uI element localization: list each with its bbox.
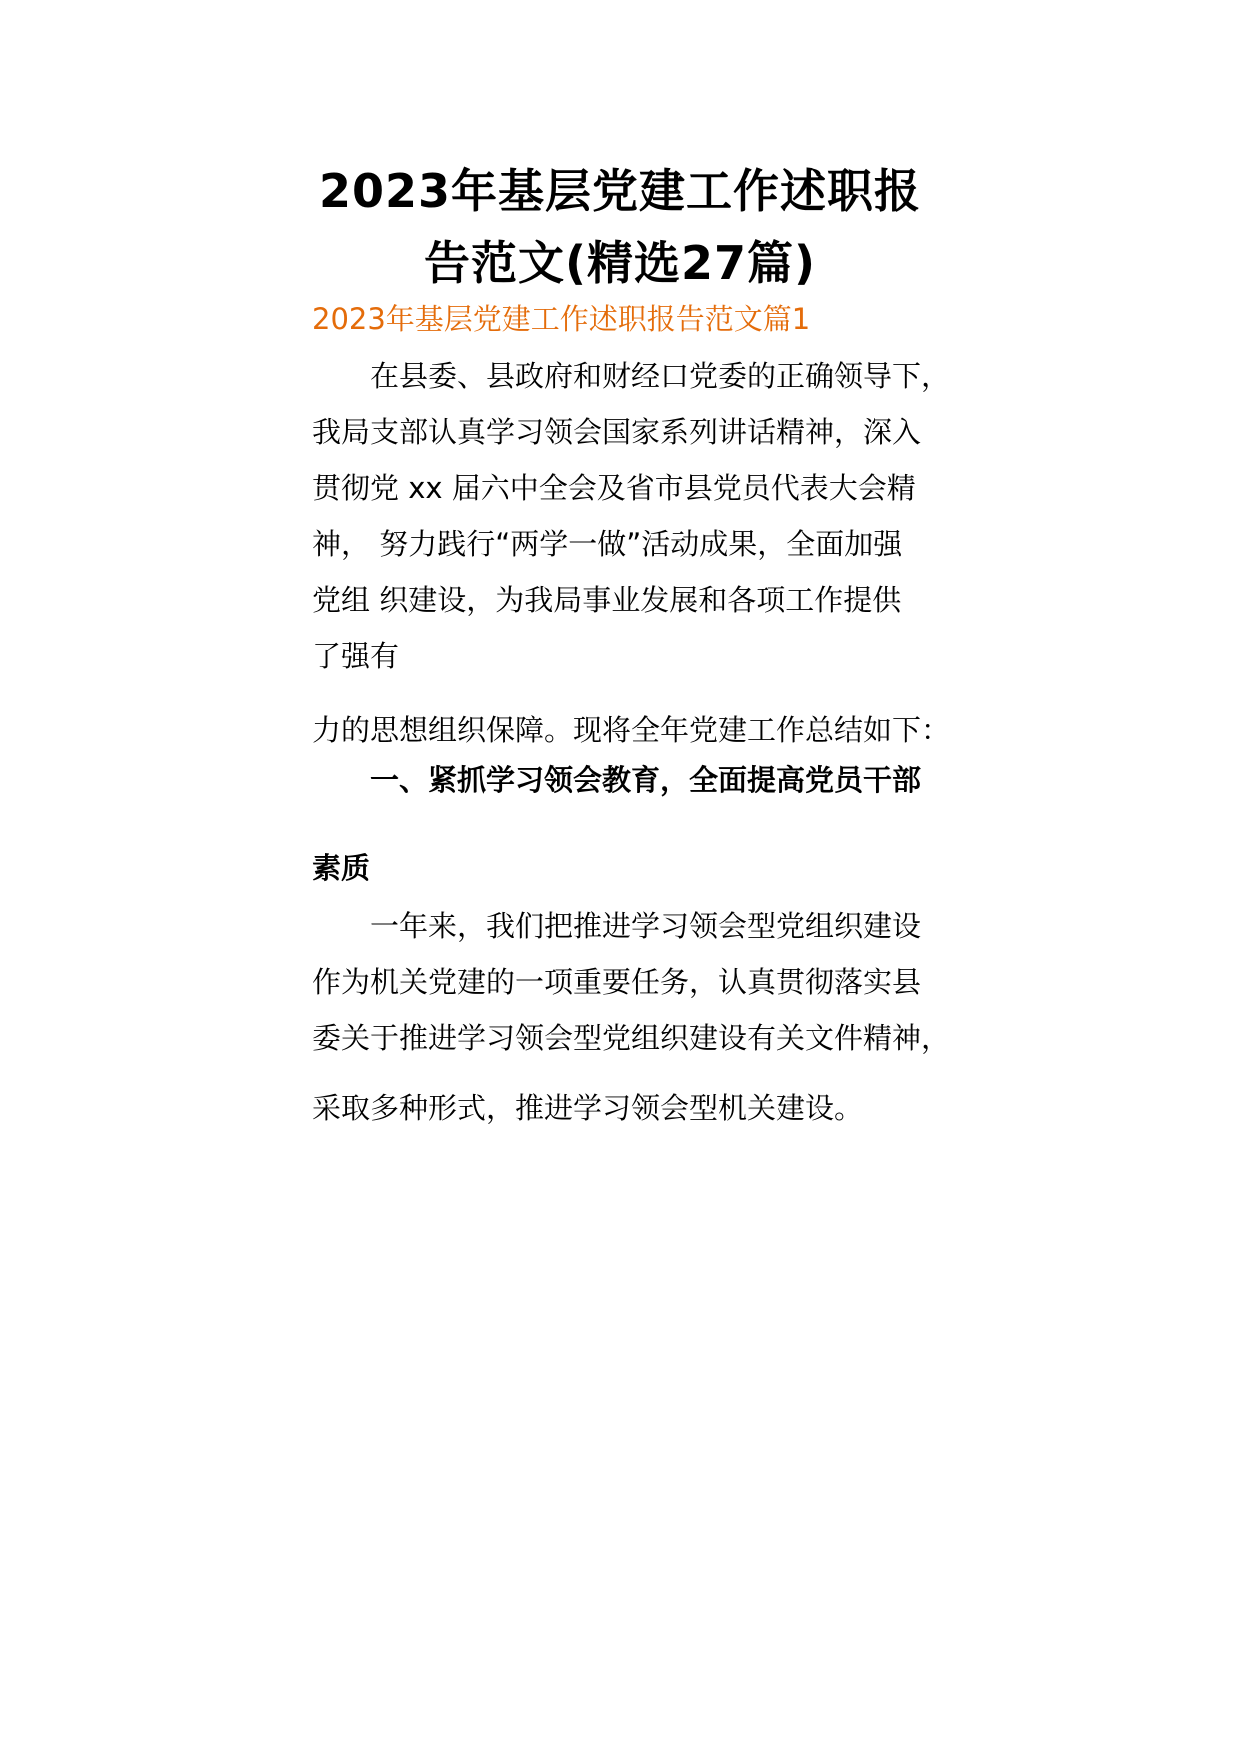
paragraph-1-line-6: 了强有 <box>312 639 400 673</box>
paragraph-2-line-3: 委关于推进学习领会型党组织建设有关文件精神， <box>312 1021 951 1055</box>
paragraph-2-line-2: 作为机关党建的一项重要任务，认真贯彻落实县 <box>312 965 922 999</box>
section-subtitle: 2023年基层党建工作述职报告范文篇1 <box>312 302 811 336</box>
paragraph-2-line-1: 一年来，我们把推进学习领会型党组织建设 <box>370 909 922 943</box>
paragraph-1-line-2: 我局支部认真学习领会国家系列讲话精神，深入 <box>312 415 922 449</box>
heading-1-line-2: 素质 <box>312 851 371 885</box>
heading-1-line-1: 一、紧抓学习领会教育，全面提高党员干部 <box>370 763 922 797</box>
document-title-line-1: 2023年基层党建工作述职报 <box>318 164 922 218</box>
paragraph-1-line-5: 党组 织建设，为我局事业发展和各项工作提供 <box>312 583 902 617</box>
document-title-line-2: 告范文(精选27篇) <box>423 236 817 290</box>
paragraph-1-line-1: 在县委、县政府和财经口党委的正确领导下， <box>370 359 951 393</box>
paragraph-1-line-4: 神， 努力践行“两学一做”活动成果，全面加强 <box>312 527 903 561</box>
paragraph-1-line-3: 贯彻党 xx 届六中全会及省市县党员代表大会精 <box>312 471 916 505</box>
paragraph-2-line-4: 采取多种形式，推进学习领会型机关建设。 <box>312 1091 864 1125</box>
paragraph-1-line-7: 力的思想组织保障。现将全年党建工作总结如下： <box>312 713 951 747</box>
